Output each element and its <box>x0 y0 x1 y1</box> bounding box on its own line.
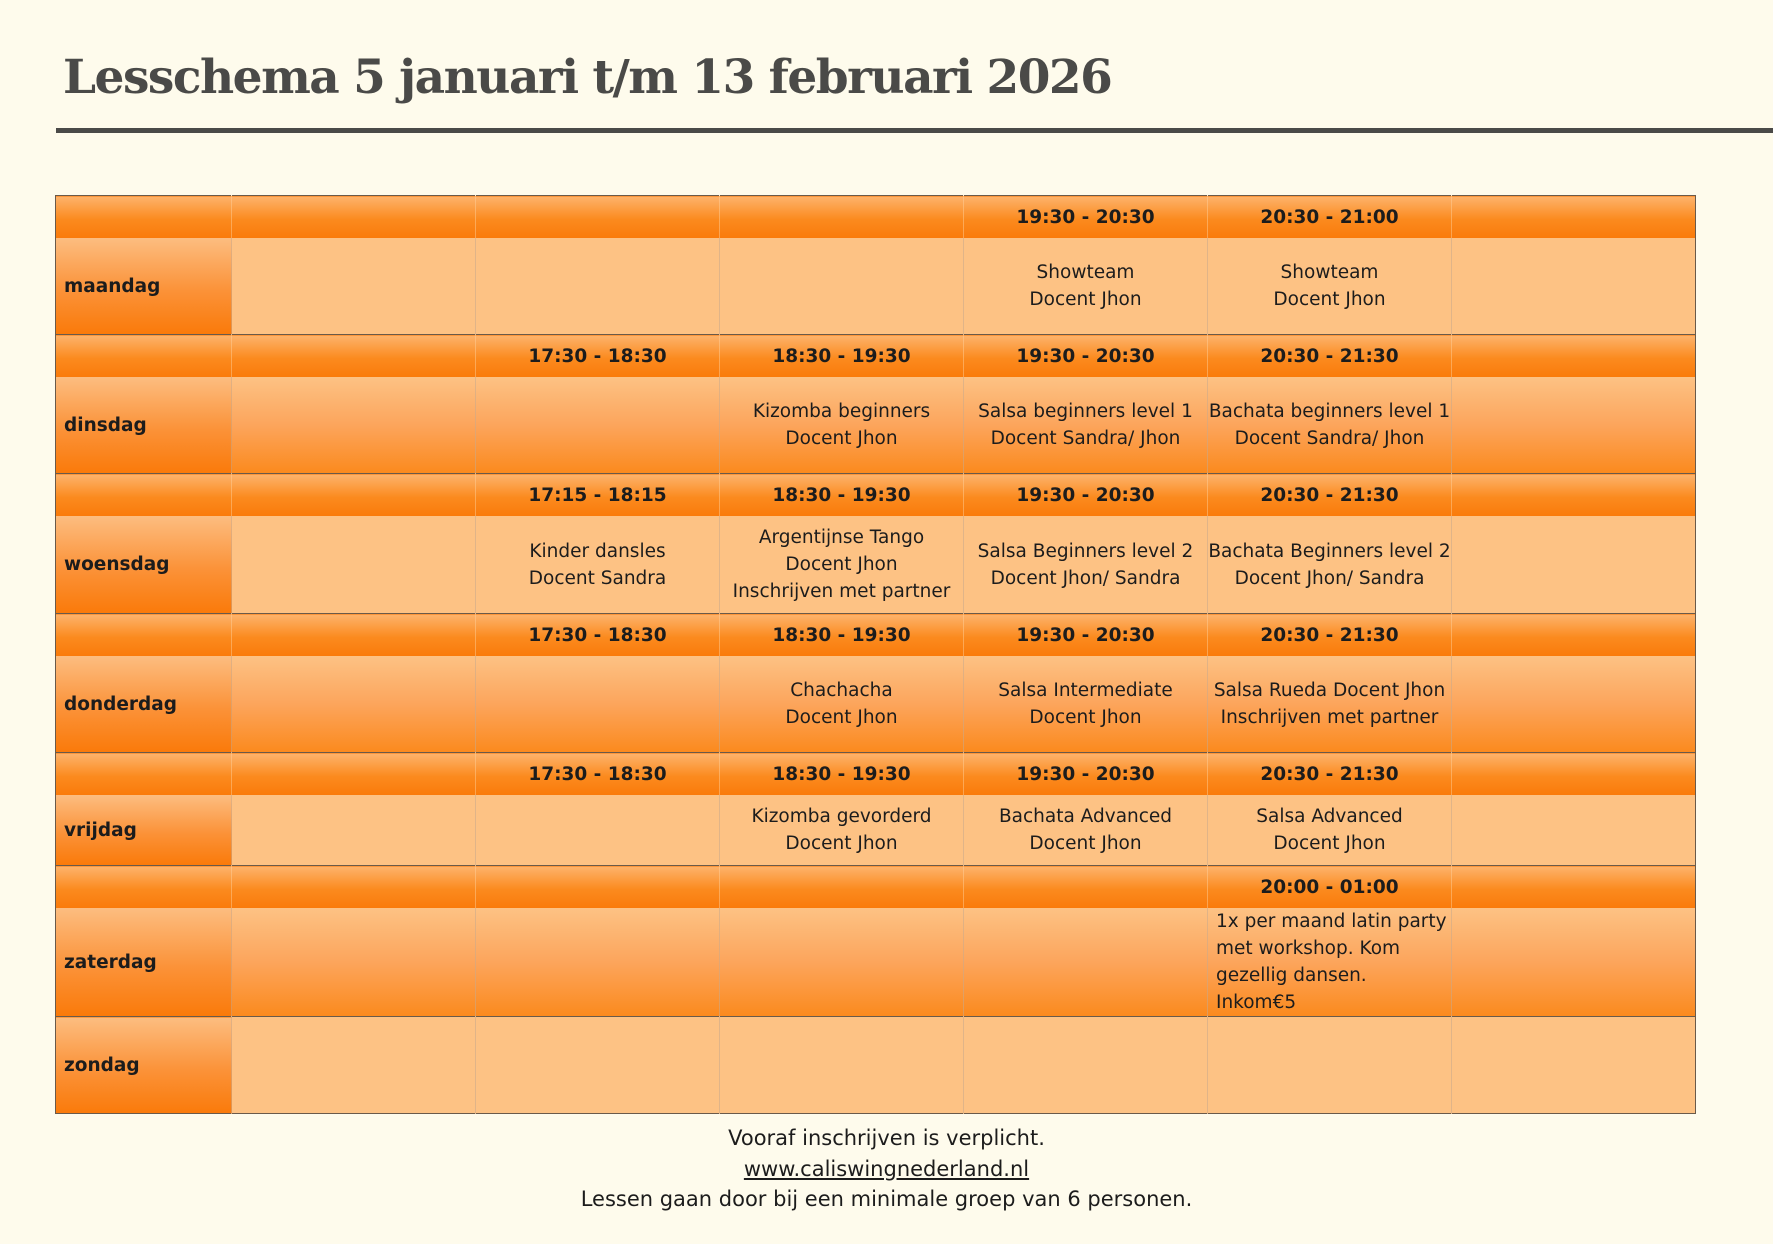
class-cell: Argentijnse Tango Docent Jhon Inschrijven met partner <box>720 516 964 614</box>
time-row-maandag <box>56 196 1696 239</box>
day-label: vrijdag <box>56 795 232 866</box>
day-label: dinsdag <box>56 377 232 474</box>
class-cell: Salsa Advanced Docent Jhon <box>1208 795 1452 866</box>
time-slot: 19:30 - 20:30 <box>964 614 1208 657</box>
time-slot <box>232 474 476 517</box>
class-cell <box>1452 908 1696 1017</box>
time-slot: 20:30 - 21:30 <box>1208 474 1452 517</box>
time-slot: 17:30 - 18:30 <box>476 614 720 657</box>
time-slot <box>1452 753 1696 796</box>
time-row-zaterdag <box>56 866 1696 909</box>
class-cell: Bachata beginners level 1 Docent Sandra/ Jhon <box>1208 377 1452 474</box>
time-slot <box>476 866 720 909</box>
time-slot <box>1452 614 1696 657</box>
time-slot: 19:30 - 20:30 <box>964 474 1208 517</box>
class-cell <box>964 908 1208 1017</box>
class-cell: Chachacha Docent Jhon <box>720 656 964 753</box>
time-slot: 20:00 - 01:00 <box>1208 866 1452 909</box>
class-cell <box>232 908 476 1017</box>
class-cell <box>1452 516 1696 614</box>
time-slot <box>476 196 720 239</box>
time-row-woensdag <box>56 474 1696 517</box>
time-slot <box>232 614 476 657</box>
class-cell <box>232 795 476 866</box>
class-row-zondag <box>56 1017 1696 1114</box>
time-slot <box>1452 474 1696 517</box>
class-cell <box>476 908 720 1017</box>
class-cell: Kizomba beginners Docent Jhon <box>720 377 964 474</box>
class-cell: Salsa Intermediate Docent Jhon <box>964 656 1208 753</box>
class-cell <box>232 1017 476 1114</box>
time-slot <box>964 866 1208 909</box>
time-row-day-spacer <box>56 474 232 517</box>
lesson-schedule-table <box>55 195 1696 1114</box>
time-slot <box>720 866 964 909</box>
class-cell: Kizomba gevorderd Docent Jhon <box>720 795 964 866</box>
time-slot: 19:30 - 20:30 <box>964 196 1208 239</box>
day-label: donderdag <box>56 656 232 753</box>
class-cell <box>964 1017 1208 1114</box>
time-slot: 19:30 - 20:30 <box>964 753 1208 796</box>
class-cell <box>476 656 720 753</box>
class-cell <box>1452 1017 1696 1114</box>
class-cell <box>476 238 720 335</box>
day-label: maandag <box>56 238 232 335</box>
registration-notice: Vooraf inschrijven is verplicht. <box>728 1126 1045 1150</box>
class-cell: Showteam Docent Jhon <box>1208 238 1452 335</box>
class-cell: Bachata Advanced Docent Jhon <box>964 795 1208 866</box>
time-slot <box>232 753 476 796</box>
class-row-zaterdag <box>56 908 1696 1017</box>
time-row-day-spacer <box>56 614 232 657</box>
class-row-dinsdag <box>56 377 1696 474</box>
time-slot: 17:30 - 18:30 <box>476 335 720 378</box>
time-row-day-spacer <box>56 866 232 909</box>
class-cell <box>1452 377 1696 474</box>
page-title: Lesschema 5 januari t/m 13 februari 2026 <box>63 50 1112 105</box>
day-label: woensdag <box>56 516 232 614</box>
class-cell <box>232 377 476 474</box>
class-cell <box>1452 795 1696 866</box>
class-cell: Salsa Beginners level 2 Docent Jhon/ Sandra <box>964 516 1208 614</box>
time-slot <box>232 866 476 909</box>
class-row-donderdag <box>56 656 1696 753</box>
class-cell <box>232 238 476 335</box>
time-slot: 19:30 - 20:30 <box>964 335 1208 378</box>
time-slot: 18:30 - 19:30 <box>720 335 964 378</box>
title-divider <box>56 128 1773 133</box>
time-slot <box>720 196 964 239</box>
class-cell: Salsa beginners level 1 Docent Sandra/ Jhon <box>964 377 1208 474</box>
time-row-donderdag <box>56 614 1696 657</box>
class-cell <box>232 656 476 753</box>
website-link[interactable]: www.caliswingnederland.nl <box>743 1156 1030 1181</box>
class-row-vrijdag <box>56 795 1696 866</box>
class-cell <box>232 516 476 614</box>
time-slot: 18:30 - 19:30 <box>720 614 964 657</box>
time-slot <box>232 335 476 378</box>
time-row-vrijdag <box>56 753 1696 796</box>
class-row-maandag <box>56 238 1696 335</box>
time-slot: 17:30 - 18:30 <box>476 753 720 796</box>
class-row-woensdag <box>56 516 1696 614</box>
class-cell: Kinder dansles Docent Sandra <box>476 516 720 614</box>
class-cell <box>1208 1017 1452 1114</box>
day-label: zondag <box>56 1017 232 1114</box>
time-slot: 17:15 - 18:15 <box>476 474 720 517</box>
time-slot <box>1452 866 1696 909</box>
time-slot: 20:30 - 21:30 <box>1208 753 1452 796</box>
class-cell: Bachata Beginners level 2 Docent Jhon/ Sandra <box>1208 516 1452 614</box>
time-slot <box>1452 196 1696 239</box>
time-row-day-spacer <box>56 753 232 796</box>
time-slot: 18:30 - 19:30 <box>720 474 964 517</box>
class-cell: 1x per maand latin party met workshop. Kom gezellig dansen. Inkom€5 <box>1208 908 1452 1017</box>
minimum-group-notice: Lessen gaan door bij een minimale groep van 6 personen. <box>580 1187 1193 1211</box>
time-slot: 20:30 - 21:30 <box>1208 614 1452 657</box>
time-slot: 20:30 - 21:30 <box>1208 335 1452 378</box>
class-cell <box>476 795 720 866</box>
class-cell <box>1452 238 1696 335</box>
class-cell <box>720 908 964 1017</box>
class-cell: Salsa Rueda Docent Jhon Inschrijven met partner <box>1208 656 1452 753</box>
class-cell <box>720 1017 964 1114</box>
time-row-dinsdag <box>56 335 1696 378</box>
footer <box>0 1123 1773 1215</box>
class-cell <box>476 1017 720 1114</box>
class-cell: Showteam Docent Jhon <box>964 238 1208 335</box>
class-cell <box>1452 656 1696 753</box>
class-cell <box>476 377 720 474</box>
time-row-day-spacer <box>56 335 232 378</box>
time-slot <box>1452 335 1696 378</box>
class-cell <box>720 238 964 335</box>
time-row-day-spacer <box>56 196 232 239</box>
day-label: zaterdag <box>56 908 232 1017</box>
time-slot: 18:30 - 19:30 <box>720 753 964 796</box>
time-slot: 20:30 - 21:00 <box>1208 196 1452 239</box>
time-slot <box>232 196 476 239</box>
